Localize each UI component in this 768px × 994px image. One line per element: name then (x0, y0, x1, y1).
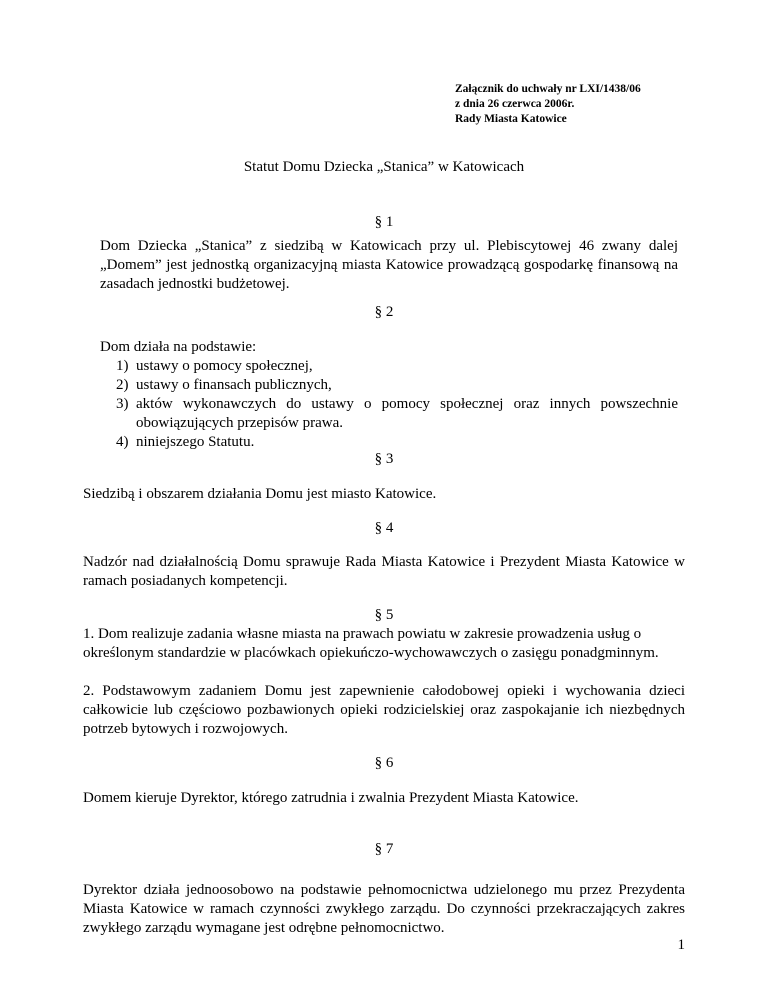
section-4-text: Nadzór nad działalnością Domu sprawuje Rada Miasta Katowice i Prezydent Miasta Katowice w ramach posiadanych kompetencji. (83, 554, 685, 589)
list-item-text: ustawy o pomocy społecznej, (136, 358, 313, 374)
page-number: 1 (677, 937, 685, 953)
list-item-text: aktów wykonawczych do ustawy o pomocy społecznej oraz innych powszechnie obowiązujących przepisów prawa. (136, 396, 678, 431)
section-1-mark: § 1 (374, 214, 394, 230)
section-7-mark: § 7 (374, 841, 394, 857)
attachment-line-1: Załącznik do uchwały nr LXI/1438/06 (455, 83, 641, 95)
section-1-text: Dom Dziecka „Stanica” z siedzibą w Katowicach przy ul. Plebiscytowej 46 zwany dalej „Domem” jest jednostką organizacyjną miasta Katowice prowadzącą gospodarkę finansową na zasadach jednostki budżetowej. (100, 238, 678, 292)
section-5-paragraph-1: 1. Dom realizuje zadania własne miasta na prawach powiatu w zakresie prowadzenia usług o określonym standardzie w placówkach opiekuńczo-wychowawczych o zasięgu ponadgminnym. (83, 626, 659, 661)
section-6-mark: § 6 (374, 755, 394, 771)
document-title: Statut Domu Dziecka „Stanica” w Katowicach (243, 159, 525, 175)
list-item-number: 1) (116, 358, 129, 374)
list-item-text: niniejszego Statutu. (136, 434, 255, 450)
list-item-number: 2) (116, 377, 129, 393)
attachment-header (455, 82, 641, 127)
section-5-paragraph-2: 2. Podstawowym zadaniem Domu jest zapewnienie całodobowej opieki i wychowania dzieci całkowicie lub częściowo pozbawionych opieki rodzicielskiej oraz zaspokajanie ich niezbędnych potrzeb bytowych i rozwojowych. (83, 683, 685, 737)
list-item-number: 4) (116, 434, 129, 450)
list-item-number: 3) (116, 396, 129, 412)
list-item (100, 357, 678, 376)
section-4-mark: § 4 (374, 520, 394, 536)
attachment-line-3: Rady Miasta Katowice (455, 113, 567, 125)
section-7-text: Dyrektor działa jednoosobowo na podstawie pełnomocnictwa udzielonego mu przez Prezydenta Miasta Katowice w ramach czynności zwykłego zarządu. Do czynności przekraczających zakres zwykłego zarządu wymagane jest odrębne pełnomocnictwo. (83, 882, 685, 936)
section-2-intro: Dom działa na podstawie: (100, 339, 257, 355)
section-6-text: Domem kieruje Dyrektor, którego zatrudnia i zwalnia Prezydent Miasta Katowice. (83, 790, 579, 806)
list-item-text: ustawy o finansach publicznych, (136, 377, 332, 393)
list-item (100, 376, 678, 395)
section-2-mark: § 2 (374, 304, 394, 320)
list-item (100, 395, 678, 433)
section-2-list (100, 357, 678, 452)
section-3-text: Siedzibą i obszarem działania Domu jest miasto Katowice. (83, 486, 437, 502)
attachment-line-2: z dnia 26 czerwca 2006r. (455, 98, 575, 110)
section-5-mark: § 5 (374, 607, 394, 623)
section-3-mark: § 3 (374, 451, 394, 467)
